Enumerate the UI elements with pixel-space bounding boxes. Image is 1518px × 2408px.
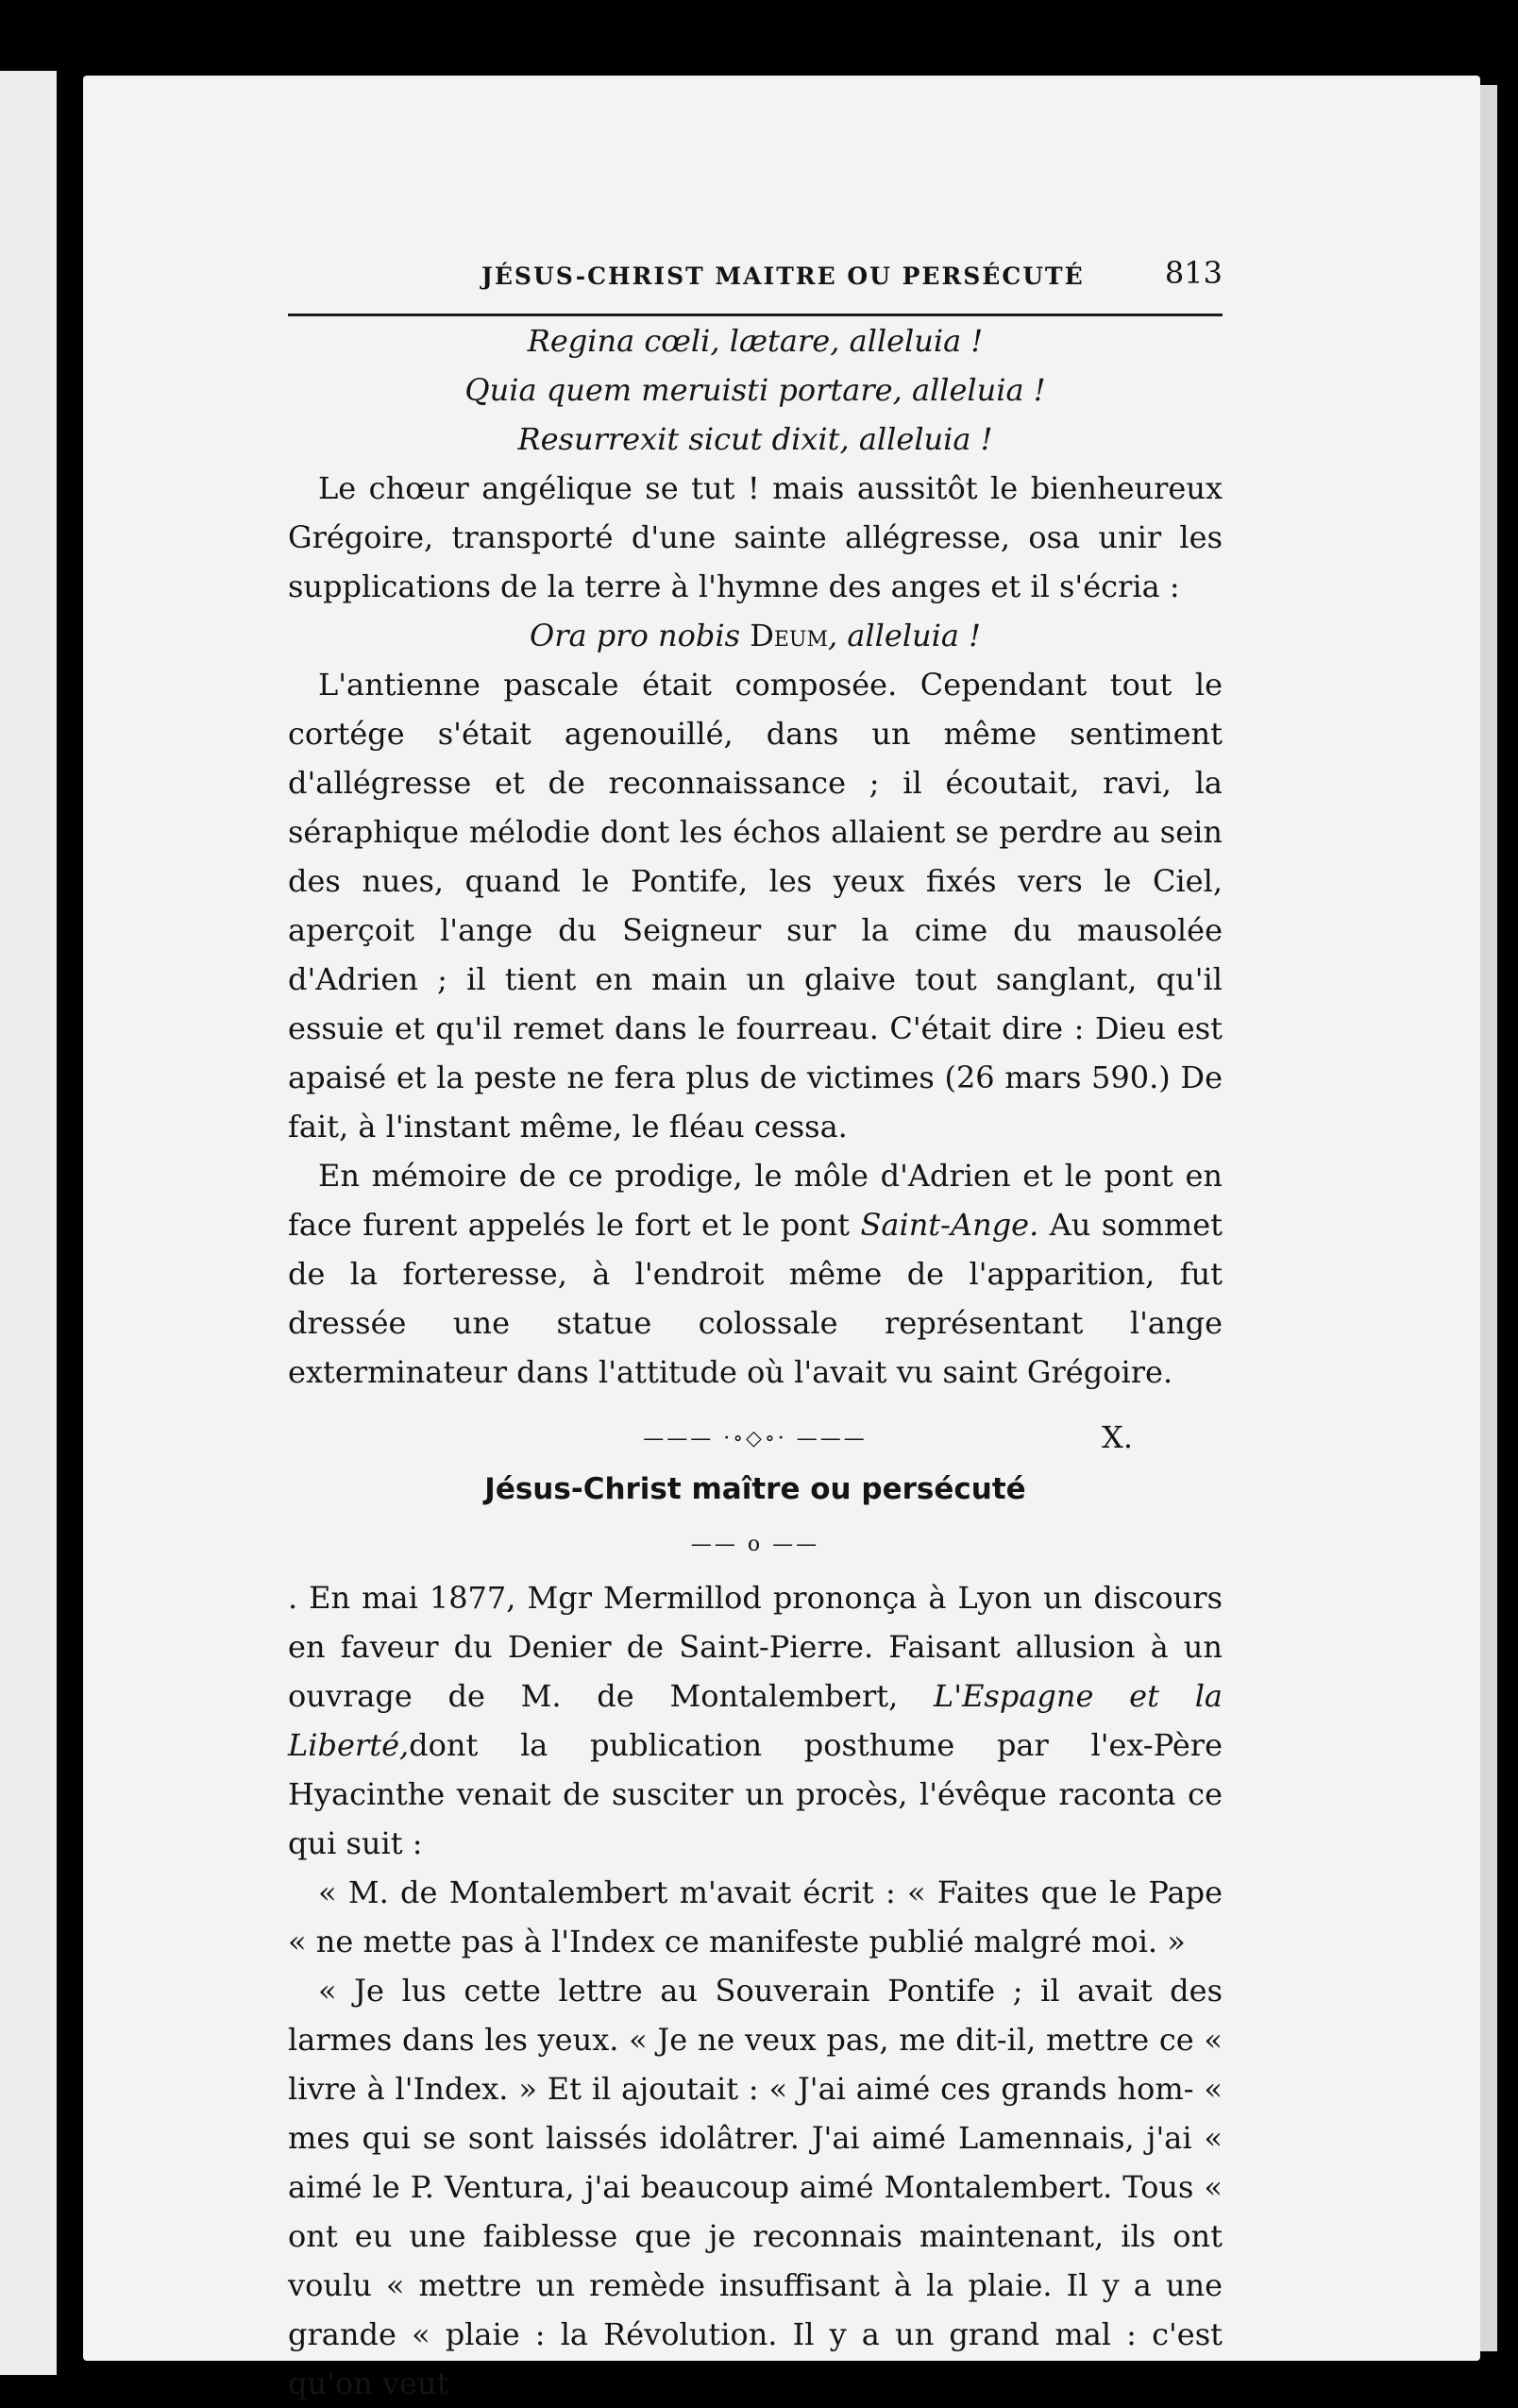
paragraph-choir: Le chœur angélique se tut ! mais aussitôt le bienheureux Grégoire, transporté d'une sainte allégresse, osa unir les supplications de la terre à l'hymne des anges et il s'écria :	[288, 470, 1223, 604]
section-ornament: ——— ·∘◇∘· ———	[643, 1427, 868, 1450]
verse-line-3: Resurrexit sicut dixit, alleluia !	[517, 421, 993, 457]
running-title: JÉSUS-CHRIST MAITRE OU PERSÉCUTÉ	[481, 263, 1085, 290]
running-header	[288, 253, 1223, 316]
section-sub-ornament: —— o ——	[690, 1533, 820, 1556]
paragraph-montalembert-letter: « M. de Montalembert m'avait écrit : « Faites que le Pape « ne mette pas à l'Index ce manifeste publié malgré moi. »	[288, 1874, 1223, 1959]
paragraph-memoire	[288, 1151, 1223, 1397]
page-number: 813	[1164, 255, 1223, 291]
section-number: X.	[1102, 1419, 1133, 1455]
paragraph-pontife: « Je lus cette lettre au Souverain Pontife ; il avait des larmes dans les yeux. « Je ne veux pas, me dit-il, mettre ce « livre à l'Index. » Et il ajoutait : « J'ai aimé ces grands hom- « mes qui se sont laissés idolâtrer. J'ai aimé Lamennais, j'ai « aimé le P. Ventura, j'ai beaucoup aimé Montalembert. Tous « ont eu une faiblesse que je reconnais maintenant, ils ont voulu « mettre un remède insuffisant à la plaie. Il y a une grande « plaie : la Révolution. Il y a un grand mal : c'est qu'on veut	[288, 1973, 1223, 2401]
prayer-before: Ora pro nobis	[530, 618, 751, 653]
mermillod-part-1: . En mai 1877, Mgr Mermillod prononça à Lyon un discours en faveur du Denier de Saint-Pierre. Faisant allusion à un ouvrage de M. de Montalembert,	[288, 1580, 1223, 1714]
adjacent-page-edge	[0, 71, 57, 2375]
memoire-part-1: En mémoire de ce prodige, le môle d'Adrien et le pont en face furent appelés le fort et le pont	[288, 1158, 1223, 1243]
paragraph-mermillod	[288, 1573, 1223, 1868]
section-title: Jésus-Christ maître ou persécuté	[484, 1472, 1026, 1506]
memoire-saint-ange: Saint-Ange.	[860, 1207, 1039, 1243]
verse-line-1: Regina cœli, lætare, alleluia !	[527, 323, 984, 359]
mermillod-part-2: dont la publication posthume par l'ex-Père Hyacinthe venait de susciter un procès, l'évêque raconta ce qui suit :	[288, 1727, 1223, 1861]
verse-line-2: Quia quem meruisti portare, alleluia !	[464, 372, 1046, 408]
paragraph-antienne: L'antienne pascale était composée. Cependant tout le cortége s'était agenouillé, dans un même sentiment d'allégresse et de reconnaissance ; il écoutait, ravi, la séraphique mélodie dont les échos allaient se perdre au sein des nues, quand le Pontife, les yeux fixés vers le Ciel, aperçoit l'ange du Seigneur sur la cime du mausolée d'Adrien ; il tient en main un glaive tout sanglant, qu'il essuie et qu'il remet dans le fourreau. C'était dire : Dieu est apaisé et la peste ne fera plus de victimes (26 mars 590.) De fait, à l'instant même, le fléau cessa.	[288, 667, 1223, 1145]
page-stack-edge	[1480, 85, 1497, 2351]
prayer-deum: Deum	[750, 618, 828, 653]
prayer-line	[288, 611, 1223, 660]
prayer-after: , alleluia !	[827, 618, 981, 653]
memoire-part-2: Au sommet de la forteresse, à l'endroit même de l'apparition, fut dressée une statue colossale représentant l'ange exterminateur dans l'attitude où l'avait vu saint Grégoire.	[288, 1207, 1223, 1390]
section-heading	[288, 1419, 1223, 1533]
page-content	[288, 253, 1223, 2408]
mermillod-book-title: L'Espagne et la Liberté,	[288, 1678, 1223, 1763]
